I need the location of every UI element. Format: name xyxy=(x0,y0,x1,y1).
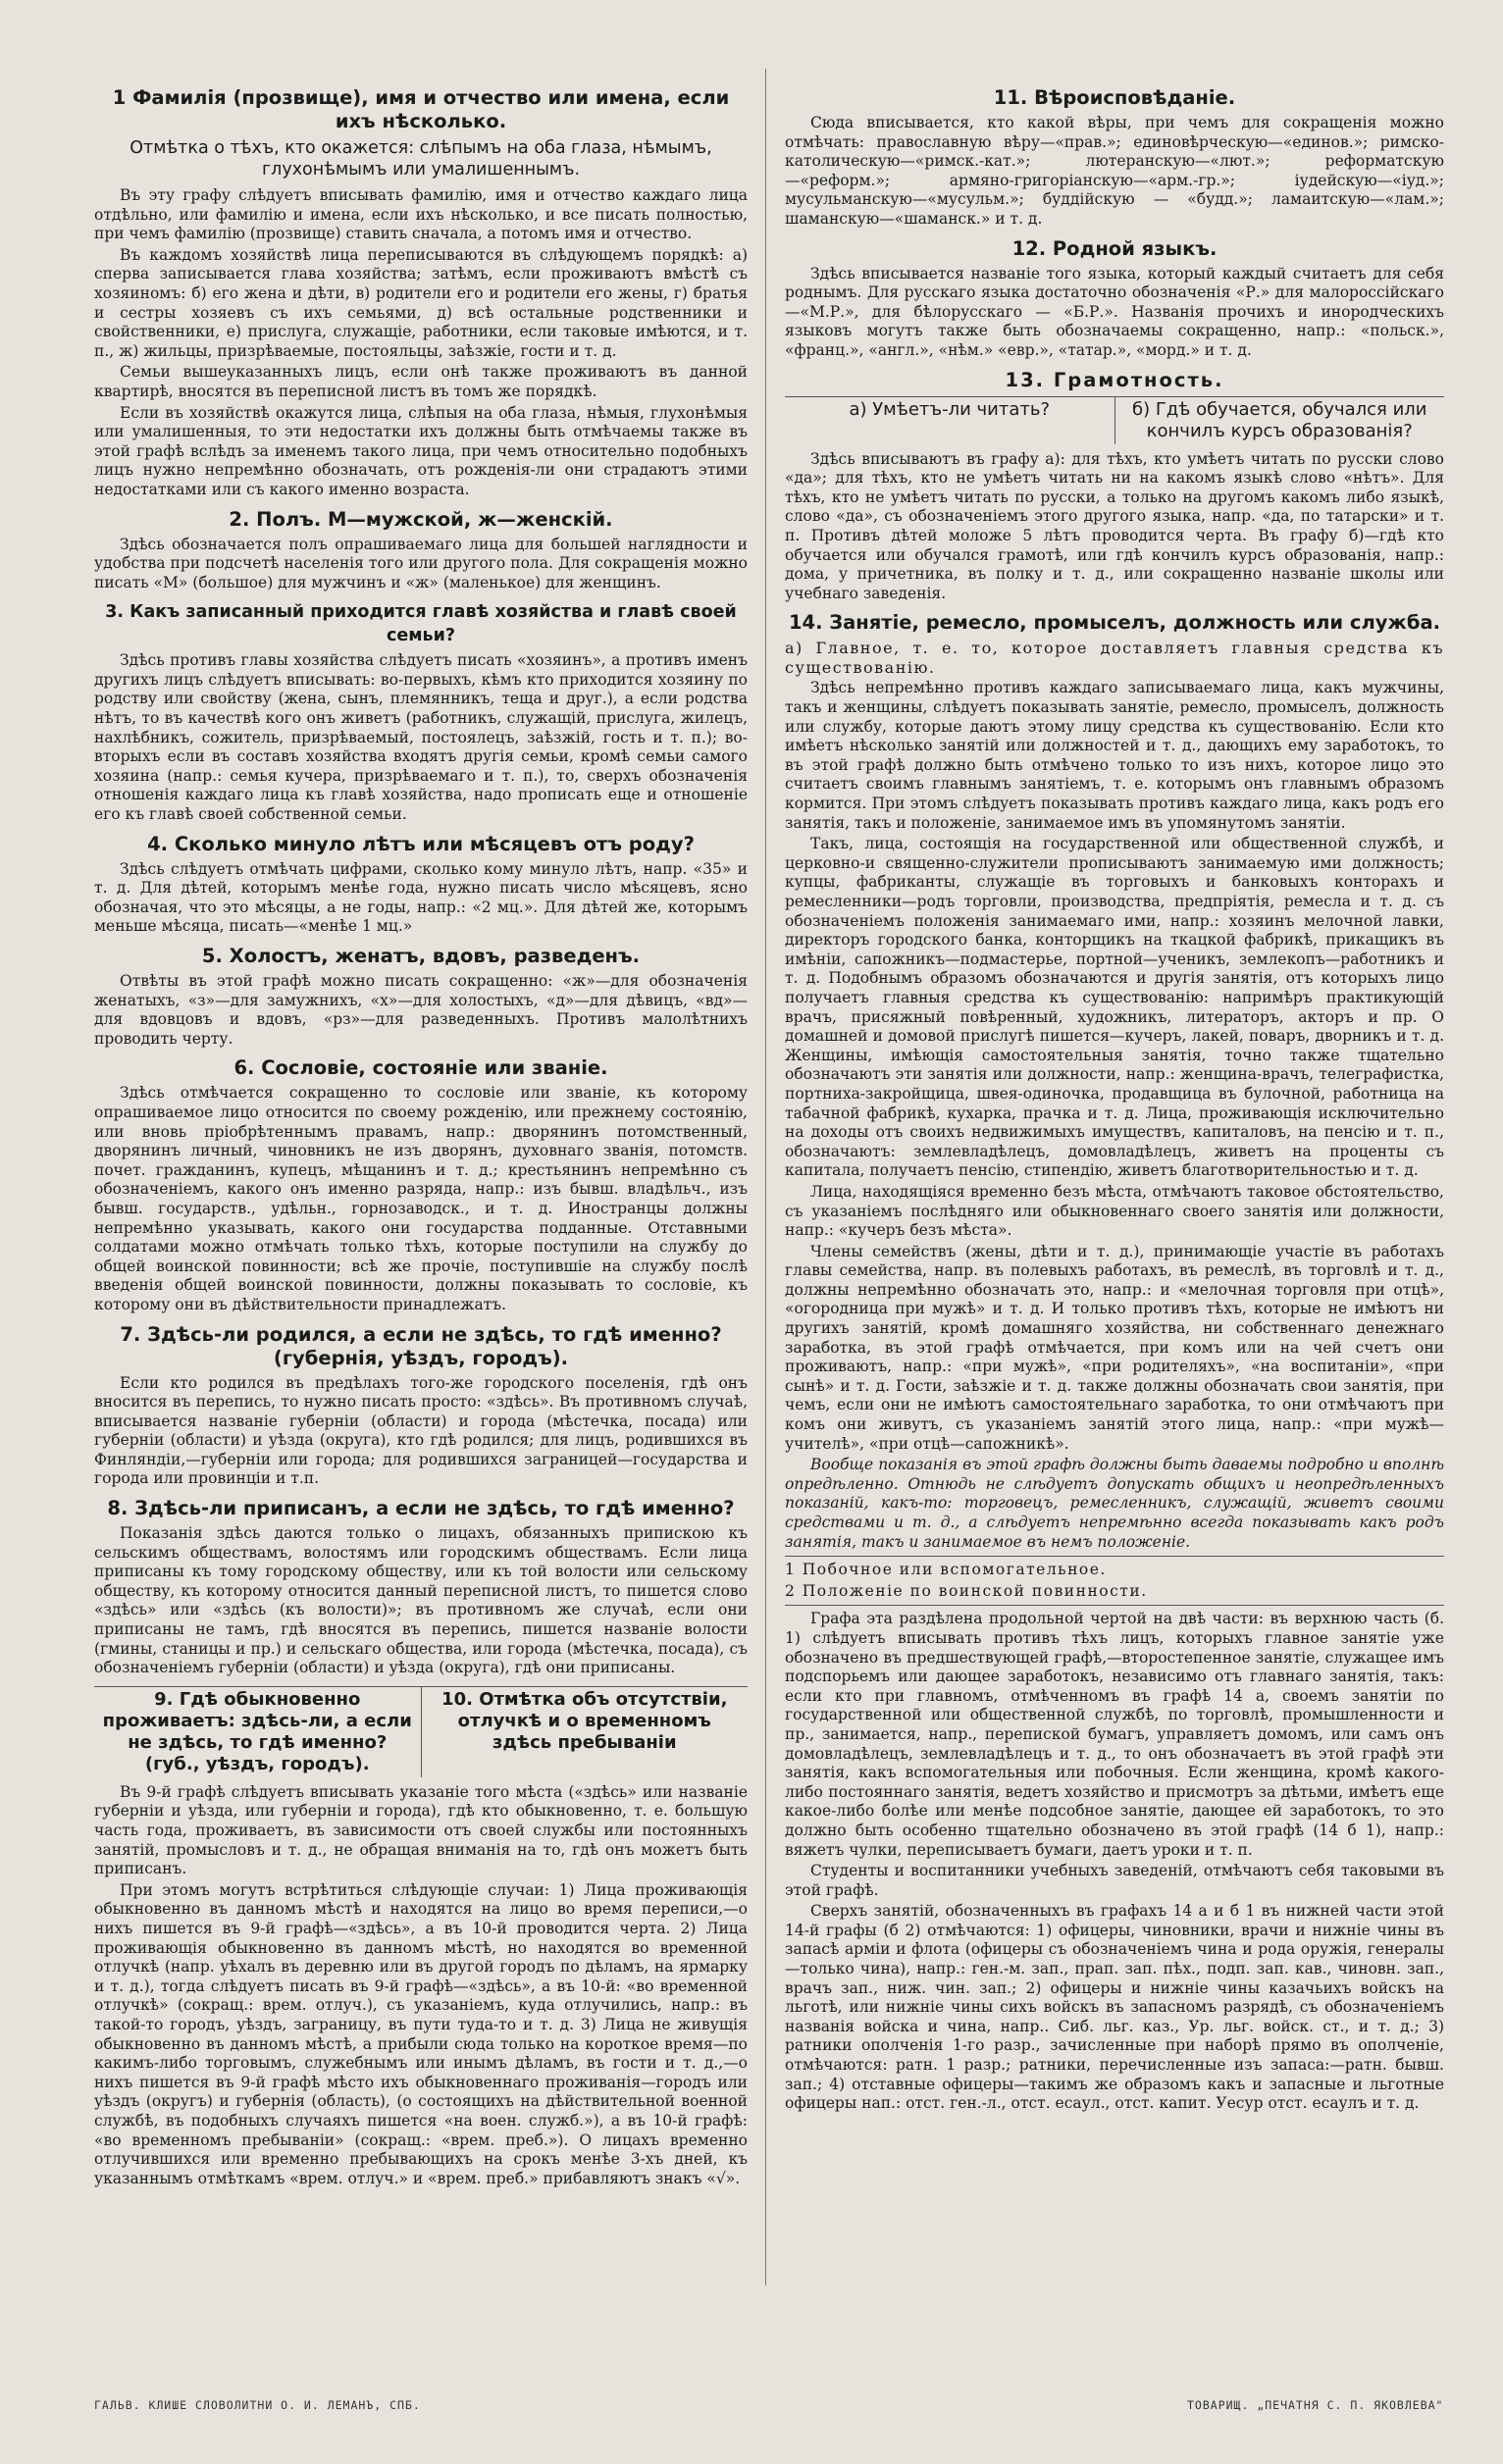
section-1-subtitle: Отмѣтка о тѣхъ, кто окажется: слѣпымъ на оба глаза, нѣмымъ, глухонѣмымъ или умалишеннымъ. xyxy=(130,138,712,180)
paragraph: Графа эта раздѣлена продольной чертой на двѣ части: въ верхнюю часть (б. 1) слѣдуетъ вписывать противъ тѣхъ лицъ, которыхъ главное занятіе уже обозначено въ предшествующей графѣ,—второстепенное занятіе, служащее имъ подспорьемъ или дающее заработокъ, независимо отъ главнаго занятія, такъ: если кто при главномъ, отмѣченномъ въ графѣ 14 а, своемъ занятіи по государственной или общественной службѣ, по торговлѣ, промышленности и пр., занимается, напр., перепиской бумагъ, управляетъ домомъ, или самъ онъ домовладѣлецъ, землевладѣлецъ и т. д., то онъ обозначаетъ въ этой графѣ эти занятія, какъ вспомогательныя или побочныя. Если женщина, кромѣ какого-либо постояннаго занятія, ведетъ хозяйство и присмотръ за дѣтьми, имѣетъ еще какое-либо болѣе или менѣе подсобное занятіе, дающее ей заработокъ, то это должно быть особенно тщательно обозначено въ этой графѣ (14 б 1), напр.: вяжетъ чулки, переписываетъ бумаги, даетъ уроки и т. п. xyxy=(785,1610,1444,1859)
paragraph: Въ эту графу слѣдуетъ вписывать фамилію, имя и отчество каждаго лица отдѣльно, или фамилію и имена, если ихъ нѣсколько, и все писать полностью, при чемъ фамилію (прозвище) ставить сначала, а потомъ имя и отчество. xyxy=(94,186,748,243)
section-13 xyxy=(785,369,1444,604)
section-8 xyxy=(94,1497,748,1678)
section-5 xyxy=(94,945,748,1049)
section-2-title: 2. Полъ. М—мужской, ж—женскій. xyxy=(229,507,613,531)
section-14a-subtitle: а) Главное, т. е. то, которое доставляетъ главныя средства къ существованію. xyxy=(785,639,1444,677)
section-3-title: 3. Какъ записанный приходится главѣ хозяйства и главѣ своей семьи? xyxy=(105,602,737,646)
paragraph: Если въ хозяйствѣ окажутся лица, слѣпыя на оба глаза, нѣмыя, глухонѣмыя или умалишенныя, то эти недостатки ихъ должны быть отмѣчаемы также въ этой графѣ вслѣдъ за именемъ такого лица, при чемъ относительно подобныхъ лицъ нужно непремѣнно обозначать, отъ рожденія-ли они страдаютъ этими недостатками или съ какого именно возраста. xyxy=(94,403,748,498)
paragraph: Члены семействъ (жены, дѣти и т. д.), принимающіе участіе въ работахъ главы семейства, напр. въ полевыхъ работахъ, въ ремеслѣ, въ торговлѣ и т. д., должны непремѣнно обозначать это, напр.: и «мелочная торговля при отцѣ», «огородница при мужѣ» и т. д. И только противъ тѣхъ, которые не имѣютъ ни другихъ занятій, кромѣ домашняго хозяйства, ни собственнаго денежнаго заработка, въ этой графѣ отмѣчается, при комъ или на чей счетъ они проживаютъ, напр.: «при мужѣ», «при родителяхъ», «на воспитаніи», «при сынѣ» и т. д. Гости, заѣзжіе и т. д. также должны обозначать свои занятія, при чемъ, если они не имѣютъ самостоятельнаго заработка, то они отмѣчаютъ при комъ они живутъ, съ указаніемъ занятій этого лица, напр.: «при мужѣ—учителѣ», «при отцѣ—сапожникѣ». xyxy=(785,1242,1444,1453)
section-11 xyxy=(785,86,1444,230)
section-13b-title: б) Гдѣ обучается, обучался или кончилъ курсъ образованія? xyxy=(1131,398,1427,441)
paragraph: Въ 9-й графѣ слѣдуетъ вписывать указаніе того мѣста («здѣсь» или названіе губерніи и уѣзда, или губерніи и города), гдѣ кто обыкновенно, т. е. большую часть года, проживаетъ, въ зависимости отъ своей службы или постоянныхъ занятій, промысловъ и т. д., не обращая вниманія на то, гдѣ онъ можетъ быть приписанъ. xyxy=(94,1782,748,1878)
section-7-title: 7. Здѣсь-ли родился, а если не здѣсь, то гдѣ именно? (губернія, уѣздъ, городъ). xyxy=(120,1322,722,1369)
section-11-title: 11. Вѣроисповѣданіе. xyxy=(993,86,1236,109)
section-13-header xyxy=(785,396,1444,444)
section-7 xyxy=(94,1323,748,1490)
section-4 xyxy=(94,833,748,937)
column-divider xyxy=(765,69,766,2285)
section-13-title: 13. Грамотность. xyxy=(1005,368,1224,391)
right-column xyxy=(785,80,1444,2336)
section-2 xyxy=(94,508,748,593)
section-4-title: 4. Сколько минуло лѣтъ или мѣсяцевъ отъ роду? xyxy=(147,832,695,855)
paragraph: Семьи вышеуказанныхъ лицъ, если онѣ также проживаютъ въ данной квартирѣ, вносятся въ переписной листъ въ томъ же порядкѣ. xyxy=(94,363,748,400)
section-14 xyxy=(785,611,1444,2114)
paragraph: Показанія здѣсь даются только о лицахъ, обязанныхъ припискою къ сельскимъ обществамъ, волостямъ или городскимъ обществамъ. Если лица приписаны къ тому городскому обществу, или къ той волости или сельскому обществу, къ которому относится данный переписной листъ, то пишется слово «здѣсь» или «здѣсь (къ волости)»; въ противномъ же случаѣ, если они приписаны не тамъ, гдѣ вносятся въ перепись, пишется названіе волости (гмины, станицы и пр.) и сельскаго общества, или города (мѣстечка, посада), съ обозначеніемъ губерніи (области) и уѣзда (округа), гдѣ они приписаны. xyxy=(94,1524,748,1677)
paragraph: Лица, находящіяся временно безъ мѣста, отмѣчаютъ таковое обстоятельство, съ указаніемъ послѣдняго или обыкновеннаго своего занятія или должности, напр.: «кучеръ безъ мѣста». xyxy=(785,1182,1444,1240)
section-9-title: 9. Гдѣ обыкновенно проживаетъ: здѣсь-ли, а если не здѣсь, то гдѣ именно? (губ., уѣздъ, городъ). xyxy=(94,1687,422,1777)
left-column xyxy=(94,80,748,2336)
paragraph: Здѣсь противъ главы хозяйства слѣдуетъ писать «хозяинъ», а противъ именъ другихъ лицъ слѣдуетъ вписывать: во-первыхъ, кѣмъ кто приходится хозяину по родству или свойству (жена, сынъ, племянникъ, теща и друг.), а если родства нѣтъ, то въ качествѣ кого онъ живетъ (работникъ, служащій, прислуга, жилецъ, нахлѣбникъ, сожитель, призрѣваемый, постоялецъ, заѣзжій, гость и т. п.); во-вторыхъ если въ составъ хозяйства входятъ другія семьи, кромѣ семьи самого хозяина (напр.: семья кучера, призрѣваемаго и т. п.), то, сверхъ обозначенія отношенія каждаго лица къ главѣ хозяйства, надо прописать еще и отношеніе его къ главѣ своей собственной семьи. xyxy=(94,651,748,824)
paragraph: Здѣсь отмѣчается сокращенно то сословіе или званіе, къ которому опрашиваемое лицо относится по своему рожденію, или прежнему состоянію, или вновь пріобрѣтеннымъ правамъ, напр.: дворянинъ потомственный, дворянинъ личный, чиновникъ не изъ дворянъ, духовнаго званія, потомств. почет. гражданинъ, купецъ, мѣщанинъ и т. д.; крестьянинъ непремѣнно съ обозначеніемъ, какого онъ именно разряда, напр.: изъ бывш. владѣльч., изъ бывш. государств., удѣльн., горнозаводск., и т. д. Иностранцы должны непремѣнно указывать, какого они государства подданные. Отставными солдатами можно отмѣчать только тѣхъ, которые поступили на службу до общей воинской повинности; всѣ же прочіе, поступившіе на службу послѣ введенія общей воинской повинности, должны показывать то сословіе, къ которому они въ дѣйствительности принадлежатъ. xyxy=(94,1084,748,1313)
paragraph: При этомъ могутъ встрѣтиться слѣдующіе случаи: 1) Лица проживающія обыкновенно въ данномъ мѣстѣ и находятся на лицо во время переписи,—о нихъ пишется въ 9-й графѣ—«здѣсь», а въ 10-й проводится черта. 2) Лица проживающія обыкновенно въ данномъ мѣстѣ, но находятся во временной отлучкѣ (напр. уѣхалъ въ деревню или въ другой городъ по дѣламъ, на ярмарку и т. д.), тогда слѣдуетъ писать въ 9-й графѣ—«здѣсь», а въ 10-й: «во временной отлучкѣ» (сокращ.: врем. отлуч.), съ указаніемъ, куда отлучились, напр.: въ такой-то городъ, уѣздъ, заграницу, въ пути туда-то и т. д. 3) Лица не живущія обыкновенно въ данномъ мѣстѣ, а прибыли сюда только на короткое время—по какимъ-либо торговымъ, служебнымъ или инымъ дѣламъ, въ гости и т. д.,—о нихъ пишется въ 9-й графѣ мѣсто ихъ обыкновеннаго проживанія—городъ или уѣздъ (округъ) и губернія (область), (о состоящихъ на дѣйствительной военной службѣ, въ подобныхъ случаяхъ пишется «на воен. служб.»), а въ 10-й графѣ: «во временномъ пребываніи» (сокращ.: «врем. преб.»). О лицахъ временно отлучившихся или временно пребывающихъ на срокъ менѣе 3-хъ дней, къ указаннымъ отмѣткамъ «врем. отлуч.» и «врем. преб.» прибавляютъ знакъ «√». xyxy=(94,1880,748,2187)
section-3 xyxy=(94,600,748,824)
paragraph: Такъ, лица, состоящія на государственной или общественной службѣ, и церковно-и священно-служители прописываютъ занимаемую ими должность; купцы, фабриканты, служащіе въ торговыхъ и банковыхъ конторахъ и ремесленники—родъ торговли, производства, предпріятія, ремесла и т. д. съ обозначеніемъ положенія занимаемаго ими, напр.: хозяинъ мелочной лавки, директоръ городского банка, конторщикъ на ткацкой фабрикѣ, прикащикъ въ имѣніи, сапожникъ—подмастерье, портной—ученикъ, землекопъ—работникъ и т. д. Подобнымъ образомъ обозначаются и другія занятія, отъ которыхъ лицо получаетъ главныя средства къ существованію: напримѣръ практикующій врачъ, присяжный повѣренный, художникъ, литераторъ, акторъ и пр. О домашней и домовой прислугѣ пишется—кучеръ, лакей, поваръ, дворникъ и т. д. Женщины, имѣющія самостоятельныя занятія, точно также тщательно обозначаютъ эти занятія или должности, напр.: женщина-врачъ, телеграфистка, портниха-закройщица, швея-одиночка, продавщица въ булочной, работница на табачной фабрикѣ, кухарка, прачка и т. д. Лица, проживающія исключительно на доходы отъ своихъ недвижимыхъ имуществъ, капиталовъ, на пенсію и т. п., обозначаютъ: землевладѣлецъ, домовладѣлецъ, живетъ на проценты съ капитала, получаетъ пенсію, стипендію, живетъ благотворительностью и т. д. xyxy=(785,835,1444,1180)
section-1 xyxy=(94,86,748,500)
section-12 xyxy=(785,237,1444,361)
paragraph: Здѣсь вписывается названіе того языка, который каждый считаетъ для себя роднымъ. Для русскаго языка достаточно обозначенія «Р.» для малороссійскаго—«М.Р.», для бѣлорусскаго — «Б.Р.». Названія прочихъ и инородческихъ языковъ могутъ также быть обозначаемы сокращенно, напр.: «польск.», «франц.», «англ.», «нѣм.» «евр.», «татар.», «морд.» и т. д. xyxy=(785,264,1444,359)
section-5-title: 5. Холостъ, женатъ, вдовъ, разведенъ. xyxy=(201,945,641,967)
paragraph: Отвѣты въ этой графѣ можно писать сокращенно: «ж»—для обозначенія женатыхъ, «з»—для замужнихъ, «х»—для холостыхъ, «д»—для дѣвицъ, «вд»—для вдовцовъ и вдовъ, «рз»—для разведенныхъ. Противъ малолѣтнихъ проводить черту. xyxy=(94,972,748,1048)
paragraph: Здѣсь непремѣнно противъ каждаго записываемаго лица, какъ мужчины, такъ и женщины, слѣдуетъ показывать занятіе, ремесло, промыселъ, должность или службу, которые даютъ этому лицу средства къ существованію. Если кто имѣетъ нѣсколько занятій или должностей и т. д., дающихъ ему заработокъ, то въ этой графѣ должно быть отмѣчено только то изъ нихъ, которое лицо это считаетъ своимъ главнымъ занятіемъ, т. е. которымъ онъ главнымъ образомъ кормится. При этомъ слѣдуетъ показывать противъ каждаго лица, какъ родъ его занятія, такъ и положеніе, занимаемое имъ въ упомянутомъ занятіи. xyxy=(785,679,1444,832)
paragraph: Въ каждомъ хозяйствѣ лица переписываются въ слѣдующемъ порядкѣ: а) сперва записывается глава хозяйства; затѣмъ, если проживаютъ вмѣстѣ съ хозяиномъ: б) его жена и дѣти, в) родители его и родители его жены, г) братья и сестры хозяевъ съ ихъ семьями, д) всѣ остальные родственники и свойственники, е) прислуга, служащіе, работники, если таковые имѣются, и т. п., ж) жильцы, призрѣваемые, постояльцы, заѣзжіе, гости и т. д. xyxy=(94,245,748,360)
divider xyxy=(785,1605,1444,1606)
paragraph: Если кто родился въ предѣлахъ того-же городского поселенія, гдѣ онъ вносится въ перепись, то нужно писать просто: «здѣсь». Въ противномъ случаѣ, вписывается названіе губерніи (области) и города (мѣстечка, посада) или губерніи (области) и уѣзда (округа), кто гдѣ родился; для лицъ, родившихся въ Финляндіи,—губерніи или города; для родившихся заграницей—государства и города или провинціи и т.п. xyxy=(94,1373,748,1488)
paragraph: Здѣсь слѣдуетъ отмѣчать цифрами, сколько кому минуло лѣтъ, напр. «35» и т. д. Для дѣтей, которымъ менѣе года, нужно писать число мѣсяцевъ, ясно обозначая, что это мѣсяцы, а не годы, напр.: «2 мц.». Для дѣтей же, которымъ меньше мѣсяца, писать—«менѣе 1 мц.» xyxy=(94,859,748,936)
section-9-10 xyxy=(94,1686,748,2188)
paragraph: Здѣсь вписываютъ въ графу а): для тѣхъ, кто умѣетъ читать по русски слово «да»; для тѣхъ, кто не умѣетъ читать ни на какомъ языкѣ слово «нѣтъ». Для тѣхъ, кто не умѣетъ читать по русски, а только на другомъ какомъ либо языкѣ, слово «да», съ обозначеніемъ этого другого языка, напр. «да, по татарски» и т. п. Противъ дѣтей моложе 5 лѣтъ проводится черта. Въ графу б)—гдѣ кто обучается или обучался грамотѣ, или гдѣ кончилъ курсъ образованія, напр.: дома, у причетника, въ полку и т. д., или сокращенно названіе школы или учебнаго заведенія. xyxy=(785,449,1444,602)
printer-credit-right: ТОВАРИЩ. „ПЕЧАТНЯ С. П. ЯКОВЛЕВА" xyxy=(1187,2398,1444,2412)
paragraph: Сверхъ занятій, обозначенныхъ въ графахъ 14 а и б 1 въ нижней части этой 14-й графы (б 2) отмѣчаются: 1) офицеры, чиновники, врачи и нижніе чины въ запасѣ арміи и флота (офицеры съ обозначеніемъ чина и рода оружія, генералы—только чина), напр.: ген.-м. зап., прап. зап. пѣх., подп. зап. кав., чиновн. зап., врачъ зап., ниж. чин. зап.; 2) офицеры и нижніе чины казачьихъ войскъ на льготѣ, или нижніе чины сихъ войскъ въ запасномъ разрядѣ, съ обозначеніемъ названія войска и чина, напр.. Сиб. льг. каз., Ур. льг. войск. ст., и т. д.; 3) ратники ополченія 1-го разр., зачисленные при наборѣ прямо въ ополченіе, отмѣчаются: ратн. 1 разр.; ратники, перечисленные изъ запаса:—ратн. бывш. зап.; 4) отставные офицеры—такимъ же образомъ какъ и запасные и льготные офицеры нап.: отст. ген.-л., отст. есаул., отст. капит. Уесур отст. есаулъ и т. д. xyxy=(785,1902,1444,2113)
section-13a-title: а) Умѣетъ-ли читать? xyxy=(785,397,1115,444)
paragraph: Сюда вписывается, кто какой вѣры, при чемъ для сокращенія можно отмѣчать: православную вѣру—«прав.»; единовѣрческую—«единов.»; римско-католическую—«римск.-кат.»; лютеранскую—«лют.»; реформатскую—«реформ.»; армяно-григоріанскую—«арм.-гр.»; іудейскую—«іуд.»; мусульманскую—«мусульм.»; буддійскую — «будд.»; ламаитскую—«лам.»; шаманскую—«шаманск.» и т. д. xyxy=(785,114,1444,228)
section-9-10-header xyxy=(94,1686,748,1777)
section-8-title: 8. Здѣсь-ли приписанъ, а если не здѣсь, то гдѣ именно? xyxy=(107,1497,735,1520)
divider xyxy=(785,1556,1444,1557)
section-10-title: 10. Отмѣтка объ отсутствіи, отлучкѣ и о временномъ здѣсь пребываніи xyxy=(441,1688,728,1753)
paragraph: Вообще показанія въ этой графѣ должны быть даваемы подробно и вполнѣ опредѣленно. Отнюдь не слѣдуетъ допускать общихъ и неопредѣленныхъ показаній, какъ-то: торговецъ, ремесленникъ, служащій, живетъ своими средствами и т. д., а слѣдуетъ непремѣнно всегда показывать какъ родъ занятія, такъ и занимаемое въ немъ положеніе. xyxy=(785,1456,1444,1551)
section-1-title: 1 Фамилія (прозвище), имя и отчество или имена, если ихъ нѣсколько. xyxy=(112,86,730,132)
section-12-title: 12. Родной языкъ. xyxy=(1011,236,1218,260)
paragraph: Студенты и воспитанники учебныхъ заведеній, отмѣчаютъ себя таковыми въ этой графѣ. xyxy=(785,1862,1444,1899)
section-6 xyxy=(94,1056,748,1314)
printer-credit-left: ГАЛЬВ. КЛИШЕ СЛОВОЛИТНИ О. И. ЛЕМАНЪ, СПБ. xyxy=(94,2398,421,2412)
section-14-title: 14. Занятіе, ремесло, промыселъ, должность или служба. xyxy=(788,611,1441,635)
section-14b2-subtitle: 2 Положеніе по воинской повинности. xyxy=(785,1581,1148,1600)
paragraph: Здѣсь обозначается полъ опрашиваемаго лица для большей наглядности и удобства при подсчетѣ населенія того или другого пола. Для сокращенія можно писать «М» (большое) для мужчинъ и «ж» (маленькое) для женщинъ. xyxy=(94,535,748,591)
section-14b1-subtitle: 1 Побочное или вспомогательное. xyxy=(785,1561,1107,1579)
section-6-title: 6. Сословіе, состояніе или званіе. xyxy=(233,1056,608,1080)
